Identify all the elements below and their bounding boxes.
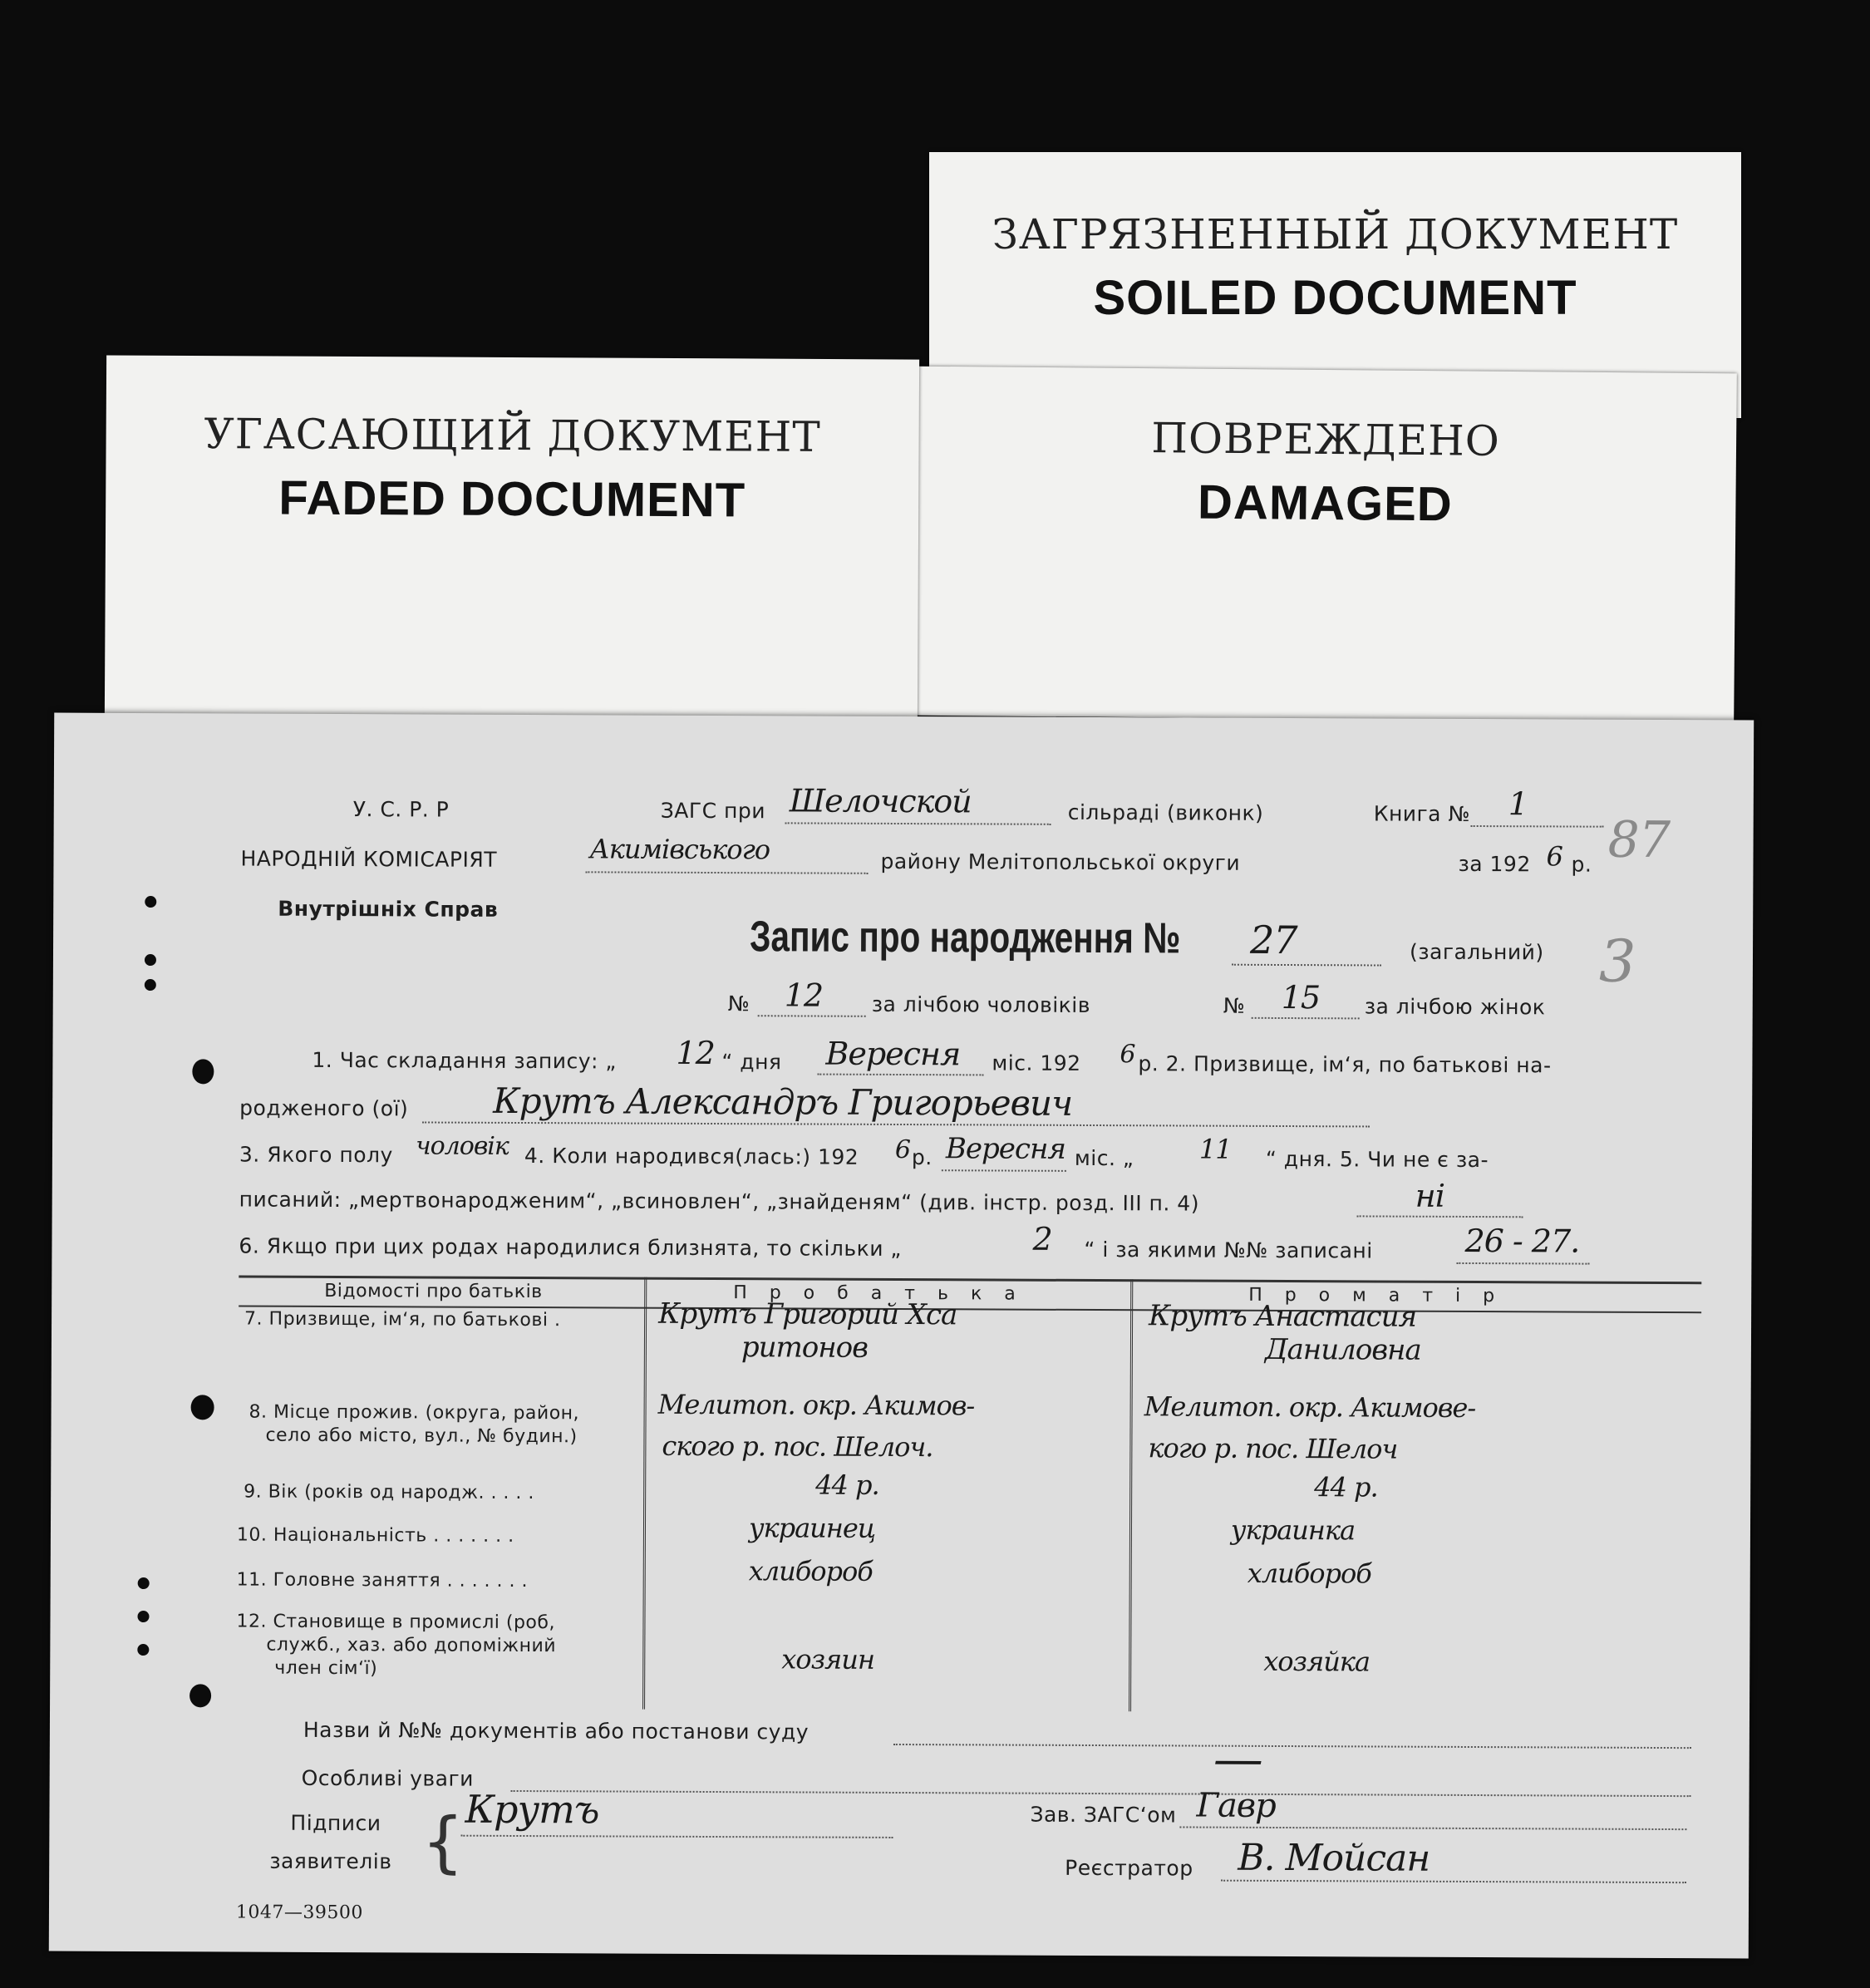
print-code: 1047—39500 [235, 1902, 364, 1924]
district-rest-label: району Мелітопольської округи [880, 849, 1241, 875]
general-label: (загальний) [1409, 939, 1544, 965]
signatures-label: Підписи [290, 1810, 381, 1836]
ussr-label: У. С. Р. Р [352, 797, 450, 822]
women-count-label: за лічбою жінок [1364, 994, 1546, 1020]
table-header-father: П р о б а т ь к а [733, 1282, 1024, 1305]
mother-age-value: 44 р. [1314, 1471, 1378, 1503]
f2-label-a: родженого (ої) [239, 1095, 409, 1121]
f5-label: писаний: „мертвонародженим“, „всиновлен“, „знайденям“ (див. інстр. розд. III п. 4) [239, 1187, 1200, 1216]
mother-name-value: Крутъ Анастасия [1149, 1299, 1417, 1334]
punch-hole [138, 1577, 150, 1589]
documents-value: — [1213, 1730, 1262, 1789]
f5-value: ні [1415, 1177, 1445, 1214]
table-row-label: 12. Становище в промислі (роб, [236, 1611, 556, 1634]
punch-hole [189, 1684, 211, 1707]
father-age-value: 44 р. [815, 1469, 879, 1501]
table-row-label: 11. Головне заняття . . . . . . . [236, 1569, 529, 1592]
mother-occupation-value: хлибороб [1247, 1557, 1371, 1590]
f3-label-d: міс. „ [1074, 1145, 1134, 1171]
book-prefix: Книга № [1373, 801, 1471, 826]
applicant-signature: Крутъ [465, 1786, 599, 1833]
twins-count-value: 2 [1032, 1220, 1052, 1257]
f6-label-a: 6. Якщо при цих родах народилися близнята, то скільки „ [239, 1233, 902, 1262]
father-nationality-value: украинец [748, 1512, 876, 1544]
faded-label-ru: УГАСАЮЩИЙ ДОКУМЕНТ [204, 410, 821, 461]
registrar-signature: В. Мойсан [1238, 1836, 1430, 1880]
table-row-label: село або місто, вул., № будин.) [265, 1425, 578, 1448]
f3-label-a: 3. Якого полу [239, 1142, 393, 1168]
f3-label-c: р. [911, 1145, 933, 1170]
notes-label: Особливі уваги [301, 1765, 474, 1791]
f1-label-a: 1. Час складання запису: „ [312, 1047, 617, 1074]
book-number-value: 1 [1508, 785, 1528, 823]
father-name-value: ритонов [741, 1331, 869, 1365]
head-label: Зав. ЗАГС‘ом [1030, 1802, 1177, 1828]
birth-record-form [49, 713, 1754, 1959]
punch-hole [191, 1395, 214, 1420]
f1-label-c: міс. 192 [992, 1051, 1081, 1075]
damaged-label-ru: ПОВРЕЖДЕНО [1151, 414, 1501, 465]
f3-label-b: 4. Коли народився(лась:) 192 [524, 1144, 859, 1169]
table-row-label: 10. Національність . . . . . . . [236, 1524, 514, 1547]
damaged-document-label [913, 367, 1737, 723]
table-row-label: служб., хаз. або допоміжний [266, 1634, 557, 1657]
head-signature: Гавр [1196, 1786, 1276, 1825]
table-row-label: 9. Вік (років од народж. . . . . [244, 1481, 534, 1504]
zags-prefix: ЗАГС при [660, 798, 766, 824]
f1-day-value: 12 [676, 1034, 715, 1072]
damaged-label-en: DAMAGED [1197, 475, 1454, 532]
father-residence-value: Мелитоп. окр. Акимов- [657, 1388, 975, 1422]
father-residence-value: ского р. пос. Шелоч. [662, 1429, 933, 1464]
table-row-label: 8. Місце прожив. (округа, район, [249, 1401, 580, 1425]
f3-label-e: “ дня. 5. Чи не є за- [1265, 1146, 1489, 1173]
registrar-label: Реєстратор [1065, 1855, 1193, 1881]
punch-hole [137, 1611, 149, 1622]
page-number-value: 87 [1607, 810, 1671, 870]
women-number-prefix: № [1223, 993, 1246, 1018]
mother-status-value: хозяйка [1263, 1645, 1371, 1678]
f1-year-value: 6 [1120, 1040, 1135, 1070]
table-row-label: член сім‘ї) [274, 1657, 378, 1680]
mother-residence-value: Мелитоп. окр. Акимове- [1144, 1390, 1476, 1425]
father-occupation-value: хлибороб [748, 1555, 873, 1587]
men-count-label: за лічбою чоловіків [871, 992, 1091, 1017]
punch-hole [145, 896, 156, 908]
f1-label-d: р. 2. Призвище, ім‘я, по батькові на- [1138, 1051, 1552, 1078]
signatures-label: заявителів [269, 1848, 392, 1874]
table-row-label: 7. Призвище, ім‘я, по батькові . [244, 1308, 561, 1331]
record-title: Запис про народження № [749, 913, 1181, 963]
district-value: Акимівського [589, 833, 770, 866]
men-number-value: 12 [784, 977, 824, 1014]
faded-label-en: FADED DOCUMENT [278, 470, 746, 528]
mother-residence-value: кого р. пос. Шелоч [1148, 1432, 1398, 1465]
twins-numbers-value: 26 - 27. [1464, 1222, 1580, 1260]
punch-hole [192, 1059, 214, 1084]
commissariat-label: НАРОДНІЙ КОМІСАРІЯТ [240, 846, 498, 872]
year-value: 6 [1546, 840, 1562, 873]
table-header-mother: П р о м а т і р [1248, 1284, 1503, 1307]
child-name-value: Крутъ Александръ Григорьевич [493, 1080, 1073, 1124]
silradi-label: сільраді (виконк) [1067, 800, 1264, 825]
table-header-parents: Відомості про батьків [324, 1280, 543, 1303]
f6-label-b: “ і за якими №№ записані [1084, 1237, 1373, 1263]
birth-year-value: 6 [894, 1134, 911, 1165]
men-number-prefix: № [727, 992, 750, 1016]
father-name-value: Крутъ Григорий Хса [658, 1297, 957, 1332]
f1-label-b: “ дня [721, 1050, 782, 1075]
women-number-value: 15 [1281, 978, 1321, 1016]
soiled-label-en: SOILED DOCUMENT [1093, 271, 1577, 325]
year-suffix: р. [1571, 852, 1592, 877]
mother-nationality-value: украинка [1230, 1513, 1356, 1547]
father-status-value: хозяин [781, 1643, 875, 1676]
internal-affairs-label: Внутрішніх Справ [278, 896, 499, 922]
child-sex-value: чоловік [415, 1131, 509, 1161]
soiled-label-ru: ЗАГРЯЗНЕННЫЙ ДОКУМЕНТ [992, 210, 1679, 258]
year-prefix: за 192 [1458, 851, 1531, 877]
punch-hole [145, 954, 156, 966]
f1-month-value: Вересня [825, 1035, 961, 1073]
signatures-brace: { [421, 1803, 465, 1881]
record-number-value: 27 [1249, 917, 1297, 963]
documents-label: Назви й №№ документів або постанови суду [303, 1717, 810, 1744]
mother-name-value: Даниловна [1264, 1332, 1421, 1367]
side-number-value: 3 [1598, 927, 1636, 996]
punch-hole [137, 1644, 149, 1656]
zags-village-value: Шелочской [789, 782, 972, 820]
birth-day-value: 11 [1198, 1133, 1232, 1165]
birth-month-value: Вересня [945, 1132, 1066, 1166]
faded-document-label [105, 355, 919, 718]
punch-hole [145, 979, 156, 991]
